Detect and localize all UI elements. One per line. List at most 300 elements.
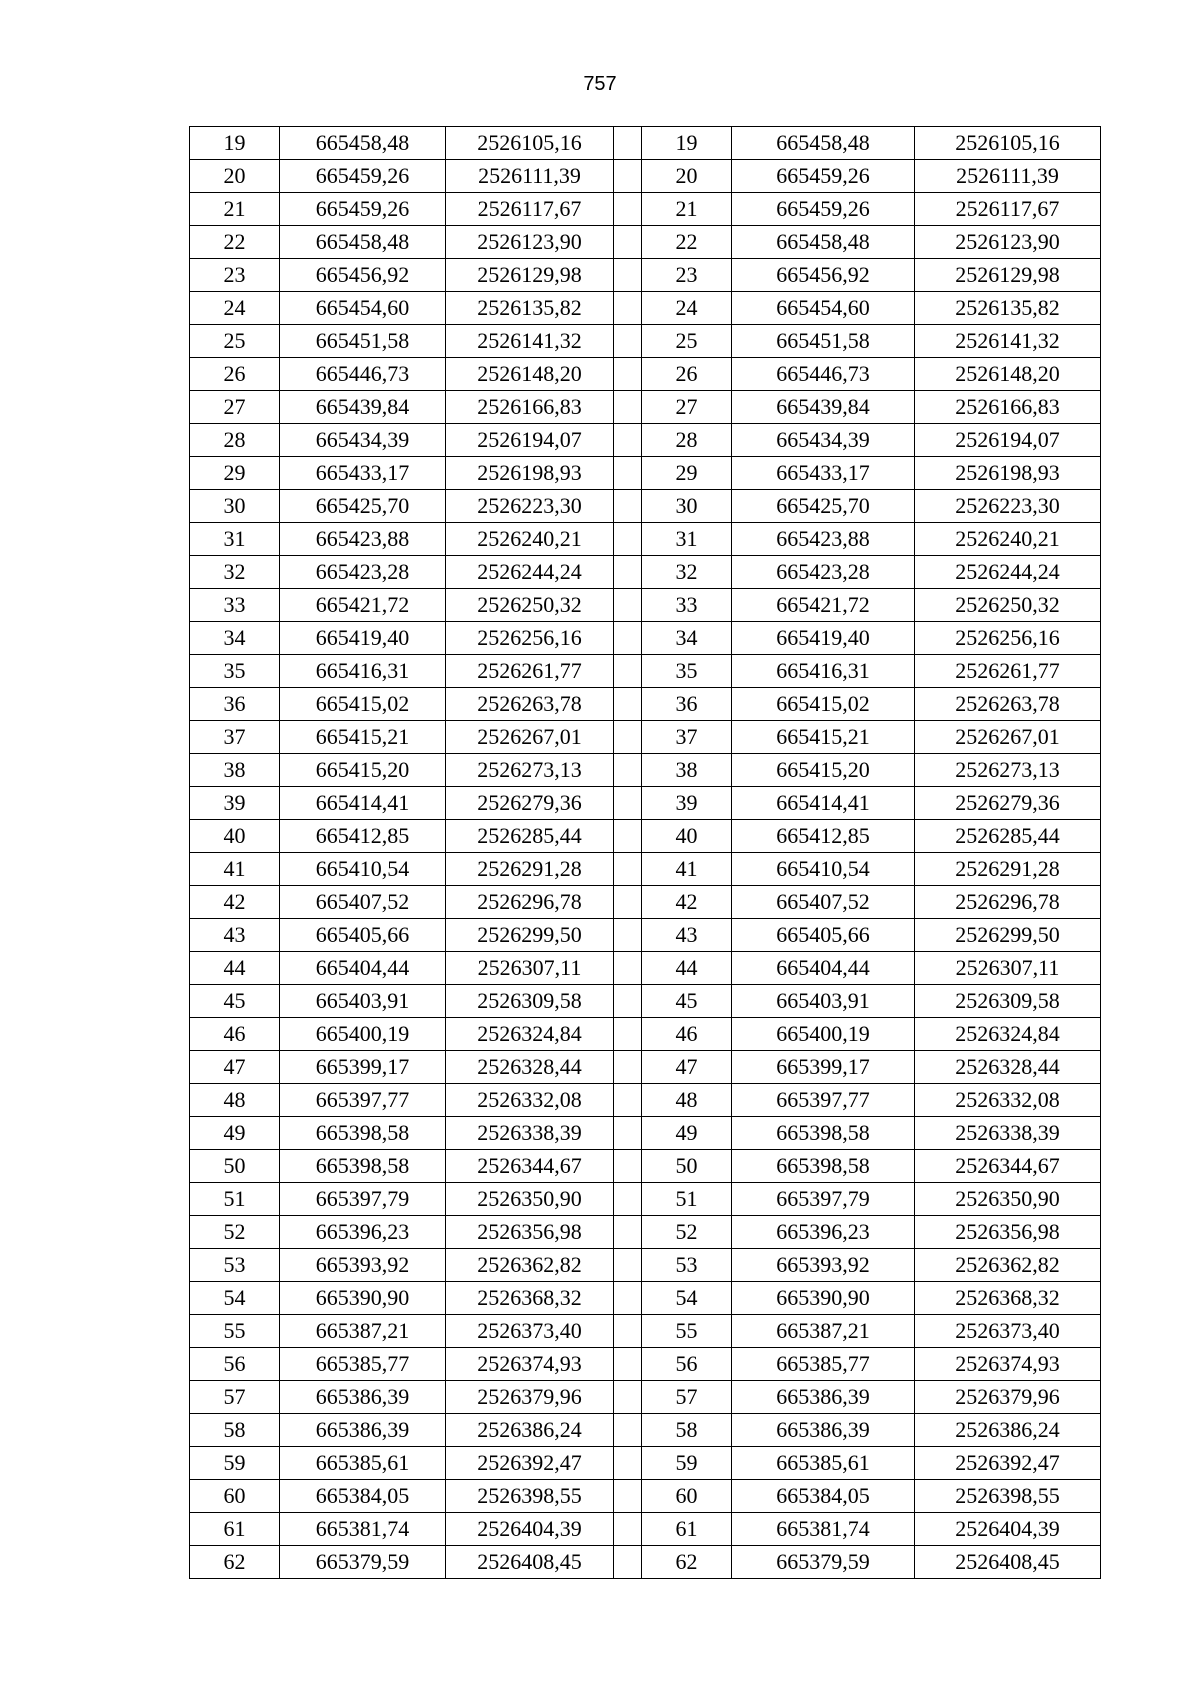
x-coordinate-right: 665412,85 bbox=[732, 820, 915, 853]
x-coordinate-right: 665421,72 bbox=[732, 589, 915, 622]
coordinates-table-body bbox=[190, 127, 1101, 1579]
coordinates-table bbox=[189, 126, 1101, 1579]
y-coordinate-right: 2526166,83 bbox=[915, 391, 1101, 424]
x-coordinate-left: 665419,40 bbox=[280, 622, 446, 655]
spacer-cell bbox=[614, 1513, 642, 1546]
x-coordinate-right: 665446,73 bbox=[732, 358, 915, 391]
spacer-cell bbox=[614, 1282, 642, 1315]
y-coordinate-right: 2526123,90 bbox=[915, 226, 1101, 259]
spacer-cell bbox=[614, 523, 642, 556]
point-number-left: 45 bbox=[190, 985, 280, 1018]
y-coordinate-right: 2526386,24 bbox=[915, 1414, 1101, 1447]
y-coordinate-left: 2526324,84 bbox=[446, 1018, 614, 1051]
y-coordinate-right: 2526309,58 bbox=[915, 985, 1101, 1018]
x-coordinate-left: 665423,28 bbox=[280, 556, 446, 589]
y-coordinate-left: 2526299,50 bbox=[446, 919, 614, 952]
x-coordinate-right: 665397,77 bbox=[732, 1084, 915, 1117]
y-coordinate-right: 2526392,47 bbox=[915, 1447, 1101, 1480]
y-coordinate-right: 2526373,40 bbox=[915, 1315, 1101, 1348]
y-coordinate-left: 2526338,39 bbox=[446, 1117, 614, 1150]
spacer-cell bbox=[614, 1249, 642, 1282]
y-coordinate-right: 2526111,39 bbox=[915, 160, 1101, 193]
y-coordinate-left: 2526291,28 bbox=[446, 853, 614, 886]
spacer-cell bbox=[614, 1216, 642, 1249]
x-coordinate-right: 665384,05 bbox=[732, 1480, 915, 1513]
point-number-left: 26 bbox=[190, 358, 280, 391]
spacer-cell bbox=[614, 259, 642, 292]
point-number-right: 23 bbox=[642, 259, 732, 292]
x-coordinate-right: 665459,26 bbox=[732, 160, 915, 193]
y-coordinate-right: 2526344,67 bbox=[915, 1150, 1101, 1183]
point-number-right: 44 bbox=[642, 952, 732, 985]
spacer-cell bbox=[614, 952, 642, 985]
x-coordinate-right: 665425,70 bbox=[732, 490, 915, 523]
y-coordinate-right: 2526256,16 bbox=[915, 622, 1101, 655]
y-coordinate-left: 2526148,20 bbox=[446, 358, 614, 391]
x-coordinate-right: 665415,20 bbox=[732, 754, 915, 787]
table-row bbox=[190, 1018, 1101, 1051]
y-coordinate-left: 2526111,39 bbox=[446, 160, 614, 193]
y-coordinate-left: 2526129,98 bbox=[446, 259, 614, 292]
y-coordinate-right: 2526194,07 bbox=[915, 424, 1101, 457]
y-coordinate-left: 2526332,08 bbox=[446, 1084, 614, 1117]
x-coordinate-left: 665446,73 bbox=[280, 358, 446, 391]
x-coordinate-right: 665459,26 bbox=[732, 193, 915, 226]
spacer-cell bbox=[614, 919, 642, 952]
point-number-left: 62 bbox=[190, 1546, 280, 1579]
table-row bbox=[190, 1282, 1101, 1315]
y-coordinate-right: 2526379,96 bbox=[915, 1381, 1101, 1414]
table-row bbox=[190, 424, 1101, 457]
x-coordinate-left: 665399,17 bbox=[280, 1051, 446, 1084]
y-coordinate-right: 2526135,82 bbox=[915, 292, 1101, 325]
x-coordinate-right: 665454,60 bbox=[732, 292, 915, 325]
x-coordinate-right: 665414,41 bbox=[732, 787, 915, 820]
point-number-left: 27 bbox=[190, 391, 280, 424]
point-number-left: 54 bbox=[190, 1282, 280, 1315]
x-coordinate-left: 665415,21 bbox=[280, 721, 446, 754]
point-number-left: 21 bbox=[190, 193, 280, 226]
point-number-left: 56 bbox=[190, 1348, 280, 1381]
x-coordinate-left: 665416,31 bbox=[280, 655, 446, 688]
point-number-left: 53 bbox=[190, 1249, 280, 1282]
point-number-right: 53 bbox=[642, 1249, 732, 1282]
point-number-right: 21 bbox=[642, 193, 732, 226]
spacer-cell bbox=[614, 424, 642, 457]
y-coordinate-right: 2526261,77 bbox=[915, 655, 1101, 688]
spacer-cell bbox=[614, 325, 642, 358]
y-coordinate-left: 2526198,93 bbox=[446, 457, 614, 490]
spacer-cell bbox=[614, 1381, 642, 1414]
x-coordinate-right: 665410,54 bbox=[732, 853, 915, 886]
spacer-cell bbox=[614, 754, 642, 787]
point-number-right: 61 bbox=[642, 1513, 732, 1546]
x-coordinate-right: 665396,23 bbox=[732, 1216, 915, 1249]
x-coordinate-left: 665456,92 bbox=[280, 259, 446, 292]
y-coordinate-left: 2526261,77 bbox=[446, 655, 614, 688]
point-number-left: 49 bbox=[190, 1117, 280, 1150]
point-number-left: 48 bbox=[190, 1084, 280, 1117]
point-number-left: 33 bbox=[190, 589, 280, 622]
x-coordinate-left: 665398,58 bbox=[280, 1150, 446, 1183]
point-number-right: 50 bbox=[642, 1150, 732, 1183]
y-coordinate-left: 2526194,07 bbox=[446, 424, 614, 457]
table-row bbox=[190, 721, 1101, 754]
x-coordinate-right: 665458,48 bbox=[732, 226, 915, 259]
x-coordinate-right: 665386,39 bbox=[732, 1381, 915, 1414]
point-number-left: 52 bbox=[190, 1216, 280, 1249]
spacer-cell bbox=[614, 622, 642, 655]
x-coordinate-right: 665416,31 bbox=[732, 655, 915, 688]
y-coordinate-right: 2526299,50 bbox=[915, 919, 1101, 952]
table-row bbox=[190, 655, 1101, 688]
y-coordinate-left: 2526117,67 bbox=[446, 193, 614, 226]
point-number-right: 48 bbox=[642, 1084, 732, 1117]
point-number-left: 35 bbox=[190, 655, 280, 688]
x-coordinate-left: 665439,84 bbox=[280, 391, 446, 424]
y-coordinate-right: 2526285,44 bbox=[915, 820, 1101, 853]
y-coordinate-right: 2526240,21 bbox=[915, 523, 1101, 556]
page-number: 757 bbox=[583, 73, 617, 95]
x-coordinate-right: 665407,52 bbox=[732, 886, 915, 919]
y-coordinate-right: 2526244,24 bbox=[915, 556, 1101, 589]
y-coordinate-left: 2526296,78 bbox=[446, 886, 614, 919]
x-coordinate-left: 665423,88 bbox=[280, 523, 446, 556]
table-row bbox=[190, 1546, 1101, 1579]
y-coordinate-left: 2526240,21 bbox=[446, 523, 614, 556]
y-coordinate-right: 2526328,44 bbox=[915, 1051, 1101, 1084]
y-coordinate-right: 2526307,11 bbox=[915, 952, 1101, 985]
point-number-left: 55 bbox=[190, 1315, 280, 1348]
x-coordinate-left: 665404,44 bbox=[280, 952, 446, 985]
y-coordinate-left: 2526344,67 bbox=[446, 1150, 614, 1183]
x-coordinate-right: 665415,21 bbox=[732, 721, 915, 754]
y-coordinate-left: 2526373,40 bbox=[446, 1315, 614, 1348]
spacer-cell bbox=[614, 490, 642, 523]
y-coordinate-left: 2526263,78 bbox=[446, 688, 614, 721]
point-number-left: 24 bbox=[190, 292, 280, 325]
y-coordinate-left: 2526123,90 bbox=[446, 226, 614, 259]
table-row bbox=[190, 1216, 1101, 1249]
y-coordinate-right: 2526148,20 bbox=[915, 358, 1101, 391]
table-row bbox=[190, 1348, 1101, 1381]
table-row bbox=[190, 1084, 1101, 1117]
table-row bbox=[190, 589, 1101, 622]
spacer-cell bbox=[614, 886, 642, 919]
x-coordinate-left: 665403,91 bbox=[280, 985, 446, 1018]
y-coordinate-right: 2526362,82 bbox=[915, 1249, 1101, 1282]
table-row bbox=[190, 919, 1101, 952]
table-row bbox=[190, 688, 1101, 721]
table-row bbox=[190, 985, 1101, 1018]
point-number-right: 46 bbox=[642, 1018, 732, 1051]
x-coordinate-right: 665423,88 bbox=[732, 523, 915, 556]
spacer-cell bbox=[614, 457, 642, 490]
y-coordinate-left: 2526166,83 bbox=[446, 391, 614, 424]
spacer-cell bbox=[614, 292, 642, 325]
y-coordinate-left: 2526379,96 bbox=[446, 1381, 614, 1414]
y-coordinate-left: 2526392,47 bbox=[446, 1447, 614, 1480]
spacer-cell bbox=[614, 1414, 642, 1447]
y-coordinate-right: 2526374,93 bbox=[915, 1348, 1101, 1381]
y-coordinate-left: 2526408,45 bbox=[446, 1546, 614, 1579]
table-row bbox=[190, 1414, 1101, 1447]
y-coordinate-left: 2526279,36 bbox=[446, 787, 614, 820]
table-row bbox=[190, 1480, 1101, 1513]
point-number-right: 26 bbox=[642, 358, 732, 391]
x-coordinate-left: 665410,54 bbox=[280, 853, 446, 886]
point-number-left: 25 bbox=[190, 325, 280, 358]
x-coordinate-right: 665400,19 bbox=[732, 1018, 915, 1051]
table-row bbox=[190, 292, 1101, 325]
point-number-right: 28 bbox=[642, 424, 732, 457]
spacer-cell bbox=[614, 787, 642, 820]
x-coordinate-right: 665386,39 bbox=[732, 1414, 915, 1447]
x-coordinate-right: 665419,40 bbox=[732, 622, 915, 655]
spacer-cell bbox=[614, 1447, 642, 1480]
y-coordinate-right: 2526408,45 bbox=[915, 1546, 1101, 1579]
y-coordinate-right: 2526273,13 bbox=[915, 754, 1101, 787]
y-coordinate-left: 2526398,55 bbox=[446, 1480, 614, 1513]
x-coordinate-right: 665381,74 bbox=[732, 1513, 915, 1546]
x-coordinate-right: 665415,02 bbox=[732, 688, 915, 721]
y-coordinate-right: 2526141,32 bbox=[915, 325, 1101, 358]
spacer-cell bbox=[614, 820, 642, 853]
spacer-cell bbox=[614, 226, 642, 259]
spacer-cell bbox=[614, 655, 642, 688]
table-row bbox=[190, 820, 1101, 853]
x-coordinate-right: 665390,90 bbox=[732, 1282, 915, 1315]
x-coordinate-left: 665414,41 bbox=[280, 787, 446, 820]
table-row bbox=[190, 886, 1101, 919]
x-coordinate-left: 665385,77 bbox=[280, 1348, 446, 1381]
spacer-cell bbox=[614, 1348, 642, 1381]
point-number-right: 62 bbox=[642, 1546, 732, 1579]
x-coordinate-right: 665397,79 bbox=[732, 1183, 915, 1216]
y-coordinate-right: 2526129,98 bbox=[915, 259, 1101, 292]
y-coordinate-right: 2526117,67 bbox=[915, 193, 1101, 226]
point-number-right: 33 bbox=[642, 589, 732, 622]
x-coordinate-left: 665454,60 bbox=[280, 292, 446, 325]
y-coordinate-right: 2526223,30 bbox=[915, 490, 1101, 523]
point-number-left: 37 bbox=[190, 721, 280, 754]
point-number-left: 40 bbox=[190, 820, 280, 853]
x-coordinate-right: 665398,58 bbox=[732, 1150, 915, 1183]
y-coordinate-left: 2526356,98 bbox=[446, 1216, 614, 1249]
x-coordinate-right: 665456,92 bbox=[732, 259, 915, 292]
point-number-left: 39 bbox=[190, 787, 280, 820]
point-number-left: 28 bbox=[190, 424, 280, 457]
point-number-right: 35 bbox=[642, 655, 732, 688]
table-row bbox=[190, 754, 1101, 787]
x-coordinate-left: 665384,05 bbox=[280, 1480, 446, 1513]
spacer-cell bbox=[614, 1183, 642, 1216]
point-number-left: 30 bbox=[190, 490, 280, 523]
point-number-left: 61 bbox=[190, 1513, 280, 1546]
point-number-right: 60 bbox=[642, 1480, 732, 1513]
point-number-right: 51 bbox=[642, 1183, 732, 1216]
point-number-left: 29 bbox=[190, 457, 280, 490]
table-row bbox=[190, 1381, 1101, 1414]
spacer-cell bbox=[614, 127, 642, 160]
point-number-left: 46 bbox=[190, 1018, 280, 1051]
x-coordinate-right: 665399,17 bbox=[732, 1051, 915, 1084]
point-number-right: 37 bbox=[642, 721, 732, 754]
x-coordinate-left: 665393,92 bbox=[280, 1249, 446, 1282]
point-number-right: 29 bbox=[642, 457, 732, 490]
spacer-cell bbox=[614, 193, 642, 226]
x-coordinate-right: 665423,28 bbox=[732, 556, 915, 589]
x-coordinate-left: 665386,39 bbox=[280, 1381, 446, 1414]
x-coordinate-left: 665397,79 bbox=[280, 1183, 446, 1216]
point-number-right: 42 bbox=[642, 886, 732, 919]
y-coordinate-right: 2526398,55 bbox=[915, 1480, 1101, 1513]
y-coordinate-left: 2526350,90 bbox=[446, 1183, 614, 1216]
table-row bbox=[190, 358, 1101, 391]
spacer-cell bbox=[614, 1546, 642, 1579]
point-number-left: 47 bbox=[190, 1051, 280, 1084]
x-coordinate-right: 665405,66 bbox=[732, 919, 915, 952]
spacer-cell bbox=[614, 589, 642, 622]
x-coordinate-left: 665412,85 bbox=[280, 820, 446, 853]
point-number-right: 25 bbox=[642, 325, 732, 358]
table-row bbox=[190, 259, 1101, 292]
y-coordinate-left: 2526386,24 bbox=[446, 1414, 614, 1447]
x-coordinate-left: 665385,61 bbox=[280, 1447, 446, 1480]
spacer-cell bbox=[614, 1315, 642, 1348]
y-coordinate-right: 2526267,01 bbox=[915, 721, 1101, 754]
y-coordinate-right: 2526332,08 bbox=[915, 1084, 1101, 1117]
point-number-left: 22 bbox=[190, 226, 280, 259]
spacer-cell bbox=[614, 985, 642, 1018]
x-coordinate-left: 665451,58 bbox=[280, 325, 446, 358]
y-coordinate-right: 2526338,39 bbox=[915, 1117, 1101, 1150]
table-row bbox=[190, 160, 1101, 193]
point-number-left: 57 bbox=[190, 1381, 280, 1414]
x-coordinate-right: 665387,21 bbox=[732, 1315, 915, 1348]
point-number-right: 40 bbox=[642, 820, 732, 853]
spacer-cell bbox=[614, 391, 642, 424]
y-coordinate-right: 2526324,84 bbox=[915, 1018, 1101, 1051]
spacer-cell bbox=[614, 853, 642, 886]
y-coordinate-right: 2526250,32 bbox=[915, 589, 1101, 622]
y-coordinate-left: 2526244,24 bbox=[446, 556, 614, 589]
point-number-right: 24 bbox=[642, 292, 732, 325]
y-coordinate-right: 2526350,90 bbox=[915, 1183, 1101, 1216]
x-coordinate-left: 665459,26 bbox=[280, 193, 446, 226]
point-number-left: 36 bbox=[190, 688, 280, 721]
table-row bbox=[190, 787, 1101, 820]
point-number-left: 41 bbox=[190, 853, 280, 886]
point-number-right: 57 bbox=[642, 1381, 732, 1414]
y-coordinate-left: 2526267,01 bbox=[446, 721, 614, 754]
table-row bbox=[190, 1315, 1101, 1348]
table-row bbox=[190, 556, 1101, 589]
point-number-right: 54 bbox=[642, 1282, 732, 1315]
point-number-left: 51 bbox=[190, 1183, 280, 1216]
x-coordinate-left: 665421,72 bbox=[280, 589, 446, 622]
point-number-right: 59 bbox=[642, 1447, 732, 1480]
table-row bbox=[190, 853, 1101, 886]
x-coordinate-left: 665415,20 bbox=[280, 754, 446, 787]
spacer-cell bbox=[614, 688, 642, 721]
y-coordinate-left: 2526223,30 bbox=[446, 490, 614, 523]
point-number-right: 19 bbox=[642, 127, 732, 160]
y-coordinate-right: 2526263,78 bbox=[915, 688, 1101, 721]
y-coordinate-right: 2526198,93 bbox=[915, 457, 1101, 490]
x-coordinate-right: 665458,48 bbox=[732, 127, 915, 160]
point-number-left: 34 bbox=[190, 622, 280, 655]
y-coordinate-right: 2526105,16 bbox=[915, 127, 1101, 160]
x-coordinate-left: 665398,58 bbox=[280, 1117, 446, 1150]
point-number-left: 31 bbox=[190, 523, 280, 556]
point-number-right: 30 bbox=[642, 490, 732, 523]
x-coordinate-left: 665386,39 bbox=[280, 1414, 446, 1447]
point-number-left: 43 bbox=[190, 919, 280, 952]
x-coordinate-right: 665393,92 bbox=[732, 1249, 915, 1282]
y-coordinate-left: 2526362,82 bbox=[446, 1249, 614, 1282]
x-coordinate-right: 665403,91 bbox=[732, 985, 915, 1018]
point-number-left: 60 bbox=[190, 1480, 280, 1513]
x-coordinate-right: 665433,17 bbox=[732, 457, 915, 490]
table-row bbox=[190, 457, 1101, 490]
y-coordinate-left: 2526285,44 bbox=[446, 820, 614, 853]
point-number-right: 43 bbox=[642, 919, 732, 952]
point-number-right: 52 bbox=[642, 1216, 732, 1249]
point-number-right: 20 bbox=[642, 160, 732, 193]
y-coordinate-right: 2526404,39 bbox=[915, 1513, 1101, 1546]
x-coordinate-right: 665434,39 bbox=[732, 424, 915, 457]
x-coordinate-right: 665385,77 bbox=[732, 1348, 915, 1381]
x-coordinate-left: 665400,19 bbox=[280, 1018, 446, 1051]
x-coordinate-left: 665459,26 bbox=[280, 160, 446, 193]
point-number-right: 34 bbox=[642, 622, 732, 655]
table-row bbox=[190, 622, 1101, 655]
point-number-right: 41 bbox=[642, 853, 732, 886]
point-number-right: 39 bbox=[642, 787, 732, 820]
y-coordinate-right: 2526356,98 bbox=[915, 1216, 1101, 1249]
y-coordinate-right: 2526368,32 bbox=[915, 1282, 1101, 1315]
point-number-left: 59 bbox=[190, 1447, 280, 1480]
point-number-right: 56 bbox=[642, 1348, 732, 1381]
point-number-right: 32 bbox=[642, 556, 732, 589]
point-number-right: 36 bbox=[642, 688, 732, 721]
point-number-right: 31 bbox=[642, 523, 732, 556]
y-coordinate-right: 2526296,78 bbox=[915, 886, 1101, 919]
point-number-right: 49 bbox=[642, 1117, 732, 1150]
table-row bbox=[190, 1183, 1101, 1216]
point-number-right: 27 bbox=[642, 391, 732, 424]
y-coordinate-left: 2526141,32 bbox=[446, 325, 614, 358]
x-coordinate-left: 665458,48 bbox=[280, 226, 446, 259]
table-row bbox=[190, 1447, 1101, 1480]
point-number-left: 42 bbox=[190, 886, 280, 919]
table-row bbox=[190, 1150, 1101, 1183]
point-number-left: 44 bbox=[190, 952, 280, 985]
y-coordinate-left: 2526309,58 bbox=[446, 985, 614, 1018]
x-coordinate-right: 665379,59 bbox=[732, 1546, 915, 1579]
y-coordinate-left: 2526135,82 bbox=[446, 292, 614, 325]
spacer-cell bbox=[614, 160, 642, 193]
y-coordinate-left: 2526273,13 bbox=[446, 754, 614, 787]
x-coordinate-right: 665404,44 bbox=[732, 952, 915, 985]
point-number-left: 58 bbox=[190, 1414, 280, 1447]
y-coordinate-left: 2526250,32 bbox=[446, 589, 614, 622]
y-coordinate-left: 2526404,39 bbox=[446, 1513, 614, 1546]
x-coordinate-left: 665390,90 bbox=[280, 1282, 446, 1315]
point-number-left: 19 bbox=[190, 127, 280, 160]
x-coordinate-left: 665407,52 bbox=[280, 886, 446, 919]
